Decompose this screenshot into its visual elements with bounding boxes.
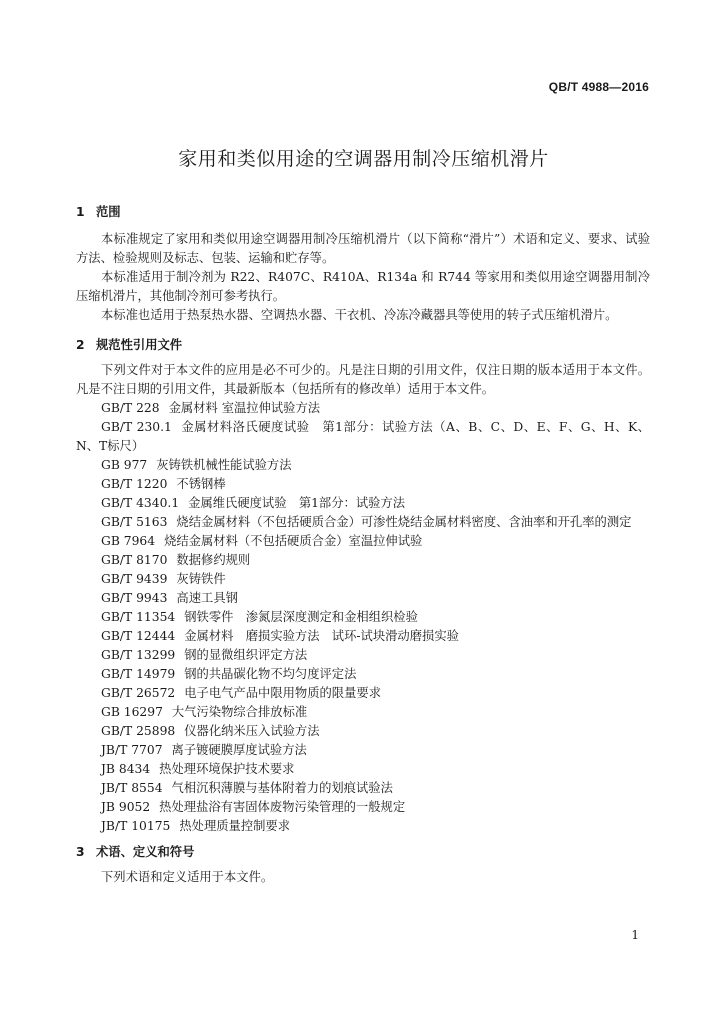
reference-code: GB/T 1220 — [101, 477, 168, 491]
reference-item — [76, 475, 650, 494]
reference-title: 电子电气产品中限用物质的限量要求 — [184, 686, 381, 700]
reference-title: 钢的共晶碳化物不均匀度评定法 — [184, 667, 357, 681]
reference-code: GB/T 11354 — [101, 610, 176, 624]
paragraph: 本标准适用于制冷剂为 R22、R407C、R410A、R134a 和 R744 等家用和类似用途空调器用制冷压缩机滑片，其他制冷剂可参考执行。 — [76, 270, 650, 303]
reference-item — [76, 456, 650, 475]
section-title: 术语、定义和符号 — [96, 845, 195, 859]
reference-item — [76, 665, 650, 684]
reference-code: GB/T 13299 — [101, 648, 176, 662]
reference-item — [76, 684, 650, 703]
reference-code: GB/T 230.1 — [101, 420, 172, 434]
section-title: 规范性引用文件 — [96, 338, 183, 352]
reference-item — [76, 418, 650, 456]
reference-code: GB/T 8170 — [101, 553, 168, 567]
reference-code: GB 16297 — [101, 705, 163, 719]
section-title: 范围 — [96, 205, 121, 219]
reference-code: GB/T 14979 — [101, 667, 176, 681]
reference-title: 热处理质量控制要求 — [179, 819, 291, 833]
reference-title: 金属材料 室温拉伸试验方法 — [168, 401, 321, 415]
reference-code: GB/T 25898 — [101, 724, 176, 738]
section-number: 3 — [76, 845, 85, 859]
reference-title: 仪器化纳米压入试验方法 — [184, 724, 320, 738]
reference-code: GB 977 — [101, 458, 148, 472]
reference-code: GB 7964 — [101, 534, 156, 548]
reference-code: GB/T 26572 — [101, 686, 176, 700]
page-number: 1 — [631, 928, 639, 942]
reference-title: 热处理盐浴有害固体废物污染管理的一般规定 — [159, 800, 406, 814]
section-2-heading — [76, 335, 650, 355]
section-number: 2 — [76, 338, 85, 352]
reference-title: 大气污染物综合排放标准 — [171, 705, 308, 719]
reference-item — [76, 741, 650, 760]
reference-title: 离子镀硬膜厚度试验方法 — [171, 743, 307, 757]
document-title: 家用和类似用途的空调器用制冷压缩机滑片 — [178, 148, 549, 170]
reference-item — [76, 589, 650, 608]
reference-code: GB/T 228 — [101, 401, 160, 415]
reference-title: 钢的显微组织评定方法 — [184, 648, 308, 662]
reference-title: 不锈钢棒 — [176, 477, 226, 491]
section-number: 1 — [76, 205, 85, 219]
document-body — [76, 202, 650, 887]
paragraph: 下列文件对于本文件的应用是必不可少的。凡是注日期的引用文件，仅注日期的版本适用于本文件。凡是不注日期的引用文件，其最新版本（包括所有的修改单）适用于本文件。 — [76, 363, 650, 396]
reference-item — [76, 551, 650, 570]
reference-code: GB/T 9439 — [101, 572, 168, 586]
reference-item — [76, 779, 650, 798]
reference-code: GB/T 5163 — [101, 515, 168, 529]
reference-title: 灰铸铁件 — [176, 572, 226, 586]
reference-title: 钢铁零件 渗氮层深度测定和金相组织检验 — [184, 610, 418, 624]
reference-code: JB 8434 — [101, 762, 151, 776]
reference-item — [76, 722, 650, 741]
reference-item — [76, 608, 650, 627]
reference-title: 烧结金属材料（不包括硬质合金）可渗性烧结金属材料密度、含油率和开孔率的测定 — [176, 515, 632, 529]
reference-item — [76, 513, 650, 532]
reference-item — [76, 532, 650, 551]
reference-title: 金属维氏硬度试验 第1部分：试验方法 — [188, 496, 406, 510]
reference-title: 数据修约规则 — [176, 553, 251, 567]
reference-code: GB/T 9943 — [101, 591, 168, 605]
reference-code: JB/T 10175 — [101, 819, 171, 833]
reference-code: JB/T 7707 — [101, 743, 163, 757]
reference-title: 气相沉积薄膜与基体附着力的划痕试验法 — [171, 781, 393, 795]
reference-item — [76, 494, 650, 513]
reference-list — [76, 399, 650, 836]
reference-title: 灰铸铁机械性能试验方法 — [156, 458, 292, 472]
reference-title: 烧结金属材料（不包括硬质合金）室温拉伸试验 — [164, 534, 423, 548]
reference-item — [76, 703, 650, 722]
section-3-heading — [76, 842, 650, 862]
reference-title: 金属材料 磨损实验方法 试环-试块滑动磨损实验 — [184, 629, 459, 643]
standard-code: QB/T 4988—2016 — [548, 80, 649, 94]
paragraph: 本标准也适用于热泵热水器、空调热水器、干衣机、冷冻冷藏器具等使用的转子式压缩机滑片。 — [101, 308, 618, 322]
reference-code: JB 9052 — [101, 800, 151, 814]
reference-item — [76, 760, 650, 779]
paragraph: 下列术语和定义适用于本文件。 — [101, 870, 274, 884]
reference-item — [76, 817, 650, 836]
reference-title: 热处理环境保护技术要求 — [159, 762, 295, 776]
reference-item — [76, 646, 650, 665]
reference-item — [76, 627, 650, 646]
reference-code: JB/T 8554 — [101, 781, 163, 795]
reference-code: GB/T 12444 — [101, 629, 176, 643]
reference-title: 金属材料洛氏硬度试验 第1部分：试验方法（A、B、C、D、E、F、G、H、K、N、T标尺） — [76, 420, 650, 453]
reference-code: GB/T 4340.1 — [101, 496, 180, 510]
reference-item — [76, 399, 650, 418]
reference-item — [76, 798, 650, 817]
reference-title: 高速工具钢 — [176, 591, 238, 605]
reference-item — [76, 570, 650, 589]
paragraph: 本标准规定了家用和类似用途空调器用制冷压缩机滑片（以下简称“滑片”）术语和定义、要求、试验方法、检验规则及标志、包装、运输和贮存等。 — [76, 232, 650, 265]
section-1-heading — [76, 202, 650, 222]
